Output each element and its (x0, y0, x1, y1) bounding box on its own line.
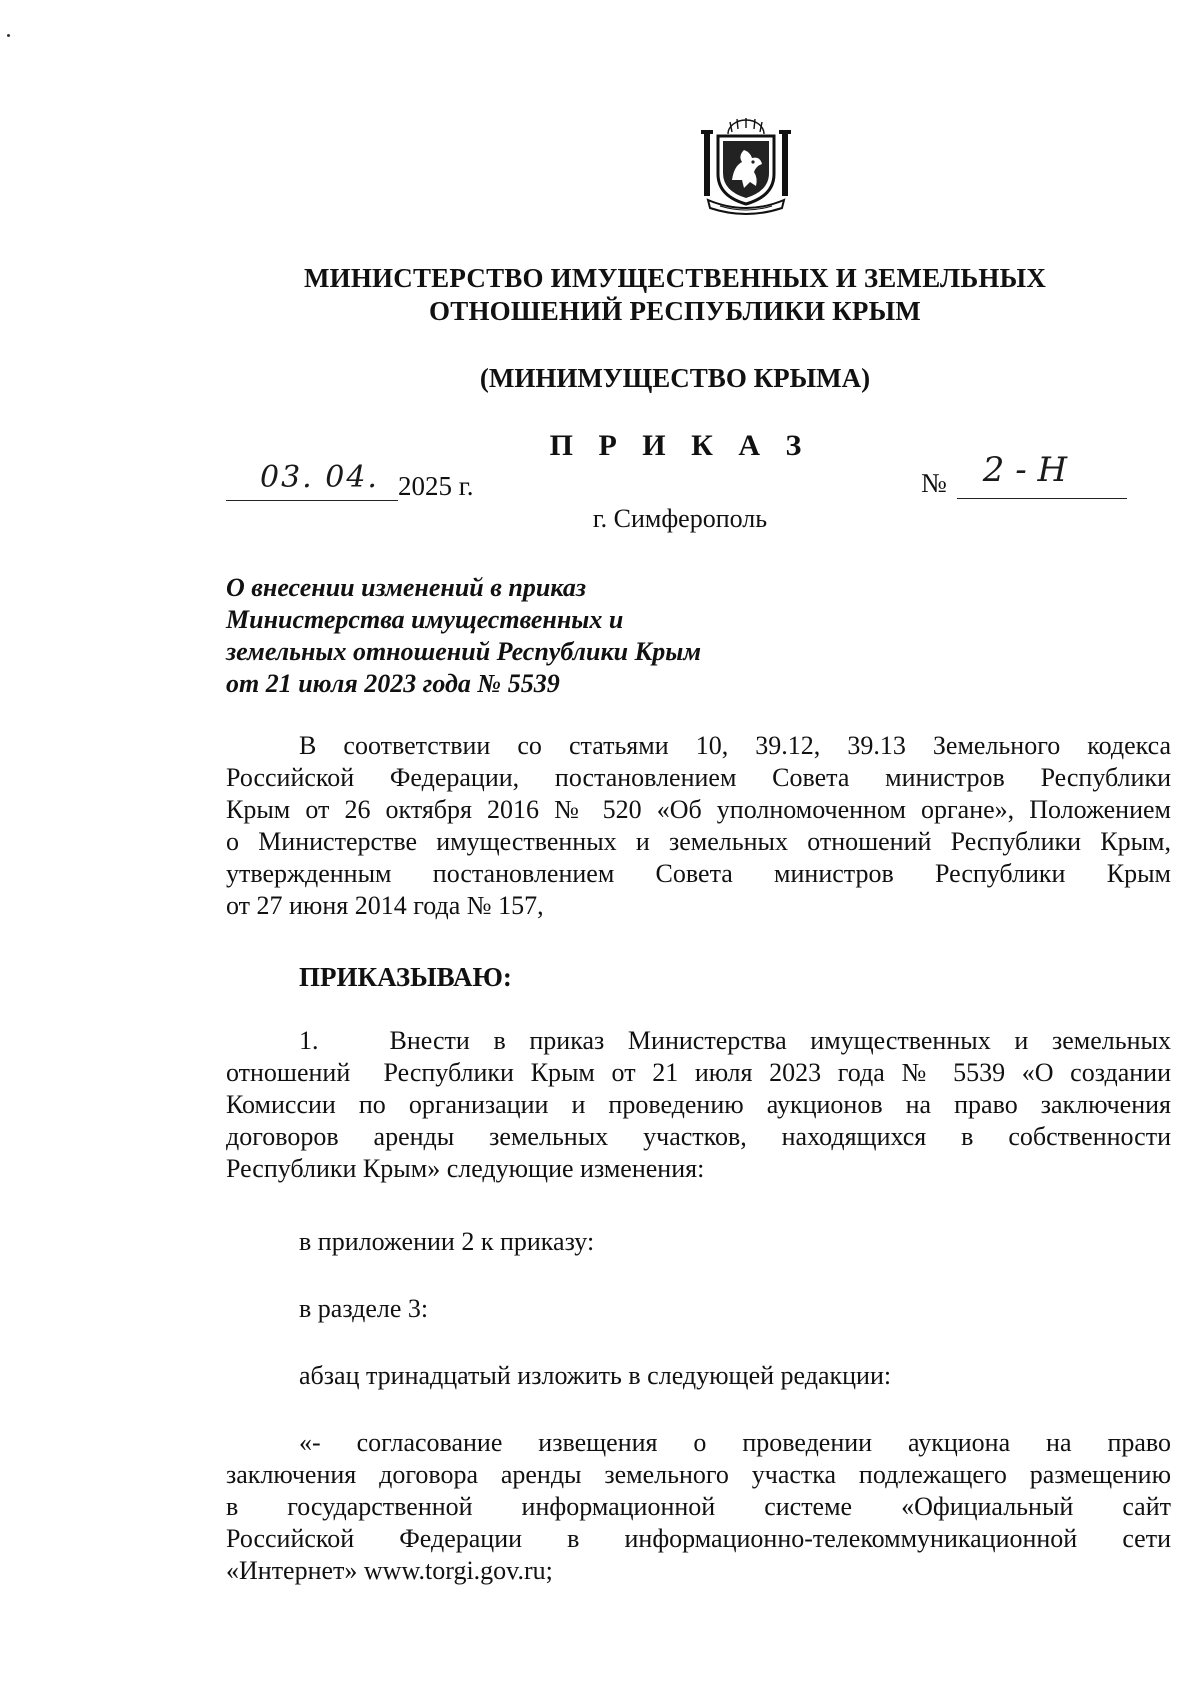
item-1-line: 1. Внести в приказ Министерства имущественных и земельных (299, 1026, 1171, 1055)
ministry-short-name: (МИНИМУЩЕСТВО КРЫМА) (479, 363, 871, 393)
order-title: П Р И К А З (549, 429, 811, 462)
handwritten-date: 03. 04. (260, 460, 379, 495)
item-1-line: отношений Республики Крым от 21 июля 2023 года № 5539 «О создании (226, 1058, 1171, 1087)
ministry-name-line-1: МИНИСТЕРСТВО ИМУЩЕСТВЕННЫХ И ЗЕМЕЛЬНЫХ (303, 263, 1047, 293)
crimea-coat-of-arms-icon (698, 116, 794, 216)
preamble-paragraph (226, 730, 1171, 922)
preamble-line: от 27 июня 2014 года № 157, (226, 891, 544, 920)
section-line: в разделе 3: (299, 1294, 429, 1323)
preamble-line: Российской Федерации, постановлением Совета министров Республики (226, 763, 1171, 792)
preamble-line: о Министерстве имущественных и земельных отношений Республики Крым, (226, 827, 1171, 856)
quote-line: «- согласование извещения о проведении аукциона на право (299, 1428, 1171, 1457)
date-year: 2025 г. (398, 471, 474, 501)
date-underline (226, 460, 398, 501)
order-date (226, 460, 474, 504)
quote-line: «Интернет» www.torgi.gov.ru; (226, 1556, 553, 1585)
ministry-name (250, 262, 1100, 328)
quote-line: в государственной информационной системе «Официальный сайт (226, 1492, 1171, 1521)
quote-line: заключения договора аренды земельного участка подлежащего размещению (226, 1460, 1171, 1489)
preamble-line: Крым от 26 октября 2016 № 520 «Об уполномоченном органе», Положением (226, 795, 1171, 824)
order-subject (226, 572, 701, 700)
paragraph-line: абзац тринадцатый изложить в следующей редакции: (299, 1361, 892, 1390)
quote-line: Российской Федерации в информационно-телекоммуникационной сети (226, 1524, 1171, 1553)
item-1-line: договоров аренды земельных участков, находящихся в собственности (226, 1122, 1171, 1151)
subject-line: от 21 июля 2023 года № 5539 (226, 669, 560, 698)
subject-line: земельных отношений Республики Крым (226, 637, 702, 666)
subject-line: Министерства имущественных и (226, 605, 624, 634)
quote-paragraph (226, 1427, 1171, 1587)
number-underline (957, 450, 1127, 499)
number-sign: № (921, 468, 947, 498)
preamble-line: В соответствии со статьями 10, 39.12, 39.13 Земельного кодекса (299, 731, 1171, 760)
item-1-paragraph (226, 1025, 1171, 1185)
preamble-line: утвержденным постановлением Совета министров Республики Крым (226, 859, 1171, 888)
item-1-line: Республики Крым» следующие изменения: (226, 1154, 705, 1183)
ministry-name-line-2: ОТНОШЕНИЙ РЕСПУБЛИКИ КРЫМ (429, 296, 921, 326)
scan-speck (7, 34, 10, 37)
order-number (921, 450, 1127, 499)
item-1-line: Комиссии по организации и проведению аукционов на право заключения (226, 1090, 1171, 1119)
handwritten-number: 2 - Н (982, 450, 1068, 490)
order-verb: ПРИКАЗЫВАЮ: (299, 962, 512, 992)
annex-line: в приложении 2 к приказу: (299, 1227, 595, 1256)
subject-line: О внесении изменений в приказ (226, 573, 586, 602)
city: г. Симферополь (592, 504, 768, 533)
